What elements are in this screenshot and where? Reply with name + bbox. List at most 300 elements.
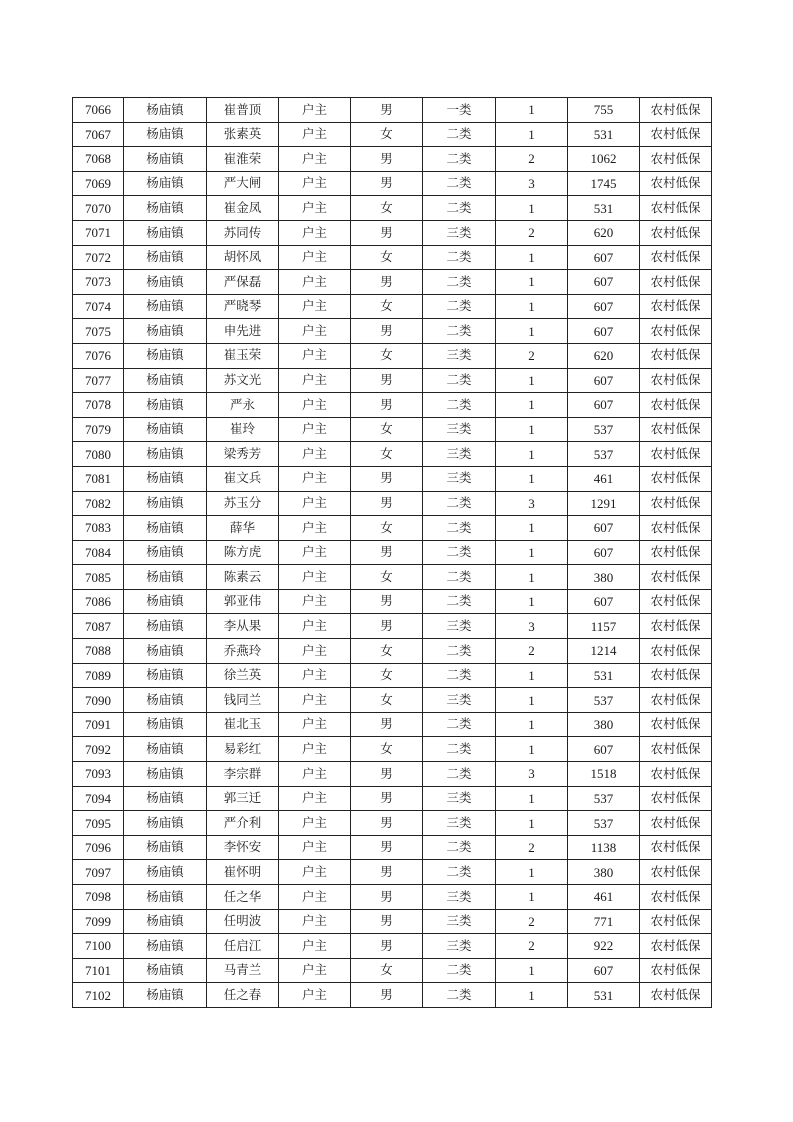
cell-serial-number: 7072 (73, 245, 124, 270)
table-row (73, 368, 712, 393)
table-row (73, 319, 712, 344)
cell-assistance-type: 农村低保 (640, 835, 712, 860)
cell-amount: 607 (568, 589, 640, 614)
cell-gender: 男 (351, 811, 423, 836)
cell-assistance-type: 农村低保 (640, 270, 712, 295)
cell-household-size: 1 (496, 516, 568, 541)
cell-assistance-type: 农村低保 (640, 540, 712, 565)
cell-name: 郭亚伟 (207, 589, 279, 614)
cell-amount: 380 (568, 565, 640, 590)
cell-serial-number: 7093 (73, 762, 124, 787)
cell-gender: 女 (351, 245, 423, 270)
cell-town: 杨庙镇 (124, 122, 207, 147)
cell-town: 杨庙镇 (124, 639, 207, 664)
cell-household-size: 2 (496, 909, 568, 934)
cell-name: 崔淮荣 (207, 147, 279, 172)
cell-household-size: 1 (496, 294, 568, 319)
cell-assistance-type: 农村低保 (640, 934, 712, 959)
cell-gender: 女 (351, 343, 423, 368)
cell-gender: 男 (351, 171, 423, 196)
cell-town: 杨庙镇 (124, 663, 207, 688)
cell-serial-number: 7067 (73, 122, 124, 147)
cell-serial-number: 7083 (73, 516, 124, 541)
cell-gender: 男 (351, 589, 423, 614)
cell-town: 杨庙镇 (124, 614, 207, 639)
cell-town: 杨庙镇 (124, 737, 207, 762)
cell-assistance-type: 农村低保 (640, 639, 712, 664)
table-row (73, 712, 712, 737)
cell-assistance-type: 农村低保 (640, 466, 712, 491)
cell-amount: 380 (568, 712, 640, 737)
cell-assistance-type: 农村低保 (640, 417, 712, 442)
cell-household-size: 1 (496, 442, 568, 467)
cell-serial-number: 7075 (73, 319, 124, 344)
cell-name: 崔北玉 (207, 712, 279, 737)
cell-town: 杨庙镇 (124, 245, 207, 270)
cell-amount: 537 (568, 688, 640, 713)
cell-name: 申先进 (207, 319, 279, 344)
cell-serial-number: 7098 (73, 885, 124, 910)
cell-category: 一类 (423, 98, 496, 123)
cell-name: 严介利 (207, 811, 279, 836)
cell-category: 二类 (423, 639, 496, 664)
cell-town: 杨庙镇 (124, 98, 207, 123)
cell-household-size: 1 (496, 589, 568, 614)
cell-household-size: 1 (496, 565, 568, 590)
cell-amount: 531 (568, 122, 640, 147)
cell-name: 崔怀明 (207, 860, 279, 885)
cell-gender: 女 (351, 688, 423, 713)
cell-assistance-type: 农村低保 (640, 122, 712, 147)
cell-household-size: 1 (496, 245, 568, 270)
cell-household-size: 2 (496, 934, 568, 959)
cell-gender: 男 (351, 270, 423, 295)
cell-serial-number: 7081 (73, 466, 124, 491)
cell-amount: 1138 (568, 835, 640, 860)
cell-gender: 男 (351, 319, 423, 344)
cell-category: 二类 (423, 983, 496, 1008)
cell-household-size: 3 (496, 171, 568, 196)
cell-name: 胡怀凤 (207, 245, 279, 270)
cell-amount: 537 (568, 442, 640, 467)
cell-relation: 户主 (279, 663, 351, 688)
cell-town: 杨庙镇 (124, 786, 207, 811)
cell-gender: 男 (351, 885, 423, 910)
cell-serial-number: 7074 (73, 294, 124, 319)
cell-name: 严大闸 (207, 171, 279, 196)
cell-amount: 1291 (568, 491, 640, 516)
cell-category: 三类 (423, 786, 496, 811)
cell-amount: 1214 (568, 639, 640, 664)
cell-serial-number: 7095 (73, 811, 124, 836)
cell-relation: 户主 (279, 368, 351, 393)
cell-amount: 531 (568, 196, 640, 221)
cell-relation: 户主 (279, 442, 351, 467)
table-row (73, 860, 712, 885)
cell-relation: 户主 (279, 983, 351, 1008)
cell-category: 三类 (423, 909, 496, 934)
cell-amount: 531 (568, 983, 640, 1008)
table-row (73, 983, 712, 1008)
table-row (73, 614, 712, 639)
cell-serial-number: 7066 (73, 98, 124, 123)
cell-serial-number: 7102 (73, 983, 124, 1008)
cell-assistance-type: 农村低保 (640, 786, 712, 811)
cell-town: 杨庙镇 (124, 540, 207, 565)
cell-assistance-type: 农村低保 (640, 688, 712, 713)
cell-gender: 女 (351, 663, 423, 688)
cell-assistance-type: 农村低保 (640, 589, 712, 614)
cell-amount: 1157 (568, 614, 640, 639)
cell-assistance-type: 农村低保 (640, 811, 712, 836)
cell-town: 杨庙镇 (124, 196, 207, 221)
table-row (73, 663, 712, 688)
cell-gender: 男 (351, 368, 423, 393)
cell-town: 杨庙镇 (124, 811, 207, 836)
cell-name: 徐兰英 (207, 663, 279, 688)
table-row (73, 737, 712, 762)
cell-gender: 男 (351, 147, 423, 172)
cell-serial-number: 7089 (73, 663, 124, 688)
cell-household-size: 2 (496, 147, 568, 172)
cell-gender: 男 (351, 983, 423, 1008)
cell-amount: 607 (568, 368, 640, 393)
cell-serial-number: 7092 (73, 737, 124, 762)
cell-household-size: 3 (496, 491, 568, 516)
cell-serial-number: 7101 (73, 958, 124, 983)
cell-gender: 男 (351, 540, 423, 565)
cell-town: 杨庙镇 (124, 835, 207, 860)
cell-amount: 922 (568, 934, 640, 959)
cell-relation: 户主 (279, 639, 351, 664)
cell-town: 杨庙镇 (124, 934, 207, 959)
cell-relation: 户主 (279, 319, 351, 344)
table-row (73, 147, 712, 172)
table-row (73, 639, 712, 664)
cell-town: 杨庙镇 (124, 589, 207, 614)
cell-gender: 女 (351, 417, 423, 442)
cell-name: 崔玲 (207, 417, 279, 442)
table-row (73, 811, 712, 836)
cell-town: 杨庙镇 (124, 565, 207, 590)
cell-gender: 女 (351, 122, 423, 147)
cell-gender: 男 (351, 909, 423, 934)
cell-household-size: 1 (496, 98, 568, 123)
cell-household-size: 1 (496, 122, 568, 147)
cell-category: 三类 (423, 343, 496, 368)
cell-relation: 户主 (279, 516, 351, 541)
cell-name: 崔普顶 (207, 98, 279, 123)
cell-name: 严保磊 (207, 270, 279, 295)
cell-serial-number: 7077 (73, 368, 124, 393)
cell-assistance-type: 农村低保 (640, 343, 712, 368)
cell-gender: 男 (351, 491, 423, 516)
cell-relation: 户主 (279, 98, 351, 123)
cell-town: 杨庙镇 (124, 909, 207, 934)
table-row (73, 98, 712, 123)
assistance-roster-table (72, 97, 712, 1008)
cell-assistance-type: 农村低保 (640, 294, 712, 319)
cell-amount: 461 (568, 466, 640, 491)
cell-relation: 户主 (279, 466, 351, 491)
cell-amount: 531 (568, 663, 640, 688)
cell-assistance-type: 农村低保 (640, 663, 712, 688)
roster-body (73, 98, 712, 1008)
cell-amount: 607 (568, 319, 640, 344)
cell-assistance-type: 农村低保 (640, 319, 712, 344)
cell-serial-number: 7084 (73, 540, 124, 565)
cell-assistance-type: 农村低保 (640, 220, 712, 245)
cell-gender: 女 (351, 196, 423, 221)
cell-household-size: 1 (496, 688, 568, 713)
cell-amount: 607 (568, 270, 640, 295)
cell-gender: 女 (351, 516, 423, 541)
cell-assistance-type: 农村低保 (640, 712, 712, 737)
cell-town: 杨庙镇 (124, 516, 207, 541)
cell-category: 二类 (423, 294, 496, 319)
cell-town: 杨庙镇 (124, 270, 207, 295)
cell-serial-number: 7088 (73, 639, 124, 664)
cell-gender: 女 (351, 639, 423, 664)
cell-name: 马青兰 (207, 958, 279, 983)
cell-name: 郭三迁 (207, 786, 279, 811)
cell-serial-number: 7085 (73, 565, 124, 590)
cell-town: 杨庙镇 (124, 958, 207, 983)
cell-category: 三类 (423, 220, 496, 245)
cell-household-size: 3 (496, 614, 568, 639)
cell-gender: 女 (351, 565, 423, 590)
cell-amount: 771 (568, 909, 640, 934)
cell-category: 三类 (423, 811, 496, 836)
cell-serial-number: 7071 (73, 220, 124, 245)
table-row (73, 393, 712, 418)
cell-gender: 男 (351, 98, 423, 123)
cell-serial-number: 7070 (73, 196, 124, 221)
cell-serial-number: 7078 (73, 393, 124, 418)
cell-town: 杨庙镇 (124, 343, 207, 368)
cell-assistance-type: 农村低保 (640, 196, 712, 221)
cell-serial-number: 7099 (73, 909, 124, 934)
cell-relation: 户主 (279, 885, 351, 910)
cell-gender: 女 (351, 294, 423, 319)
cell-town: 杨庙镇 (124, 466, 207, 491)
cell-category: 三类 (423, 466, 496, 491)
table-row (73, 220, 712, 245)
cell-relation: 户主 (279, 491, 351, 516)
cell-household-size: 1 (496, 885, 568, 910)
cell-town: 杨庙镇 (124, 762, 207, 787)
cell-gender: 男 (351, 220, 423, 245)
cell-household-size: 1 (496, 663, 568, 688)
cell-relation: 户主 (279, 835, 351, 860)
cell-category: 三类 (423, 688, 496, 713)
table-row (73, 245, 712, 270)
cell-town: 杨庙镇 (124, 491, 207, 516)
cell-relation: 户主 (279, 270, 351, 295)
table-row (73, 122, 712, 147)
cell-relation: 户主 (279, 417, 351, 442)
cell-serial-number: 7079 (73, 417, 124, 442)
table-row (73, 294, 712, 319)
cell-gender: 男 (351, 712, 423, 737)
table-row (73, 688, 712, 713)
cell-gender: 男 (351, 393, 423, 418)
cell-name: 严永 (207, 393, 279, 418)
cell-assistance-type: 农村低保 (640, 491, 712, 516)
cell-household-size: 1 (496, 737, 568, 762)
cell-assistance-type: 农村低保 (640, 909, 712, 934)
cell-household-size: 1 (496, 540, 568, 565)
table-row (73, 958, 712, 983)
cell-gender: 女 (351, 958, 423, 983)
cell-town: 杨庙镇 (124, 712, 207, 737)
table-row (73, 270, 712, 295)
cell-category: 二类 (423, 589, 496, 614)
cell-household-size: 1 (496, 319, 568, 344)
cell-town: 杨庙镇 (124, 294, 207, 319)
cell-name: 薛华 (207, 516, 279, 541)
cell-name: 陈方虎 (207, 540, 279, 565)
cell-category: 二类 (423, 196, 496, 221)
cell-name: 李宗群 (207, 762, 279, 787)
cell-gender: 男 (351, 762, 423, 787)
cell-relation: 户主 (279, 393, 351, 418)
cell-category: 三类 (423, 442, 496, 467)
cell-town: 杨庙镇 (124, 171, 207, 196)
cell-relation: 户主 (279, 147, 351, 172)
cell-serial-number: 7087 (73, 614, 124, 639)
cell-household-size: 1 (496, 417, 568, 442)
cell-amount: 607 (568, 294, 640, 319)
cell-name: 任之华 (207, 885, 279, 910)
cell-amount: 607 (568, 958, 640, 983)
cell-household-size: 1 (496, 786, 568, 811)
cell-household-size: 2 (496, 835, 568, 860)
cell-household-size: 3 (496, 762, 568, 787)
cell-relation: 户主 (279, 245, 351, 270)
cell-relation: 户主 (279, 786, 351, 811)
cell-relation: 户主 (279, 958, 351, 983)
cell-serial-number: 7073 (73, 270, 124, 295)
cell-gender: 男 (351, 786, 423, 811)
cell-name: 苏玉分 (207, 491, 279, 516)
table-row (73, 589, 712, 614)
cell-amount: 537 (568, 417, 640, 442)
table-row (73, 565, 712, 590)
cell-household-size: 1 (496, 270, 568, 295)
cell-household-size: 1 (496, 196, 568, 221)
cell-relation: 户主 (279, 811, 351, 836)
cell-assistance-type: 农村低保 (640, 565, 712, 590)
cell-serial-number: 7091 (73, 712, 124, 737)
cell-serial-number: 7076 (73, 343, 124, 368)
cell-town: 杨庙镇 (124, 688, 207, 713)
cell-household-size: 1 (496, 983, 568, 1008)
cell-serial-number: 7080 (73, 442, 124, 467)
cell-category: 二类 (423, 171, 496, 196)
cell-assistance-type: 农村低保 (640, 147, 712, 172)
table-row (73, 442, 712, 467)
cell-relation: 户主 (279, 614, 351, 639)
cell-gender: 男 (351, 835, 423, 860)
cell-town: 杨庙镇 (124, 442, 207, 467)
cell-assistance-type: 农村低保 (640, 885, 712, 910)
cell-serial-number: 7100 (73, 934, 124, 959)
table-row (73, 343, 712, 368)
cell-category: 二类 (423, 319, 496, 344)
cell-serial-number: 7086 (73, 589, 124, 614)
cell-town: 杨庙镇 (124, 147, 207, 172)
cell-serial-number: 7097 (73, 860, 124, 885)
cell-amount: 755 (568, 98, 640, 123)
table-row (73, 762, 712, 787)
cell-amount: 537 (568, 811, 640, 836)
cell-amount: 537 (568, 786, 640, 811)
cell-household-size: 1 (496, 860, 568, 885)
cell-household-size: 1 (496, 811, 568, 836)
cell-gender: 男 (351, 934, 423, 959)
cell-household-size: 2 (496, 343, 568, 368)
cell-category: 二类 (423, 270, 496, 295)
cell-gender: 女 (351, 737, 423, 762)
cell-category: 二类 (423, 491, 496, 516)
cell-relation: 户主 (279, 737, 351, 762)
cell-category: 二类 (423, 860, 496, 885)
cell-household-size: 1 (496, 466, 568, 491)
cell-name: 陈素云 (207, 565, 279, 590)
cell-relation: 户主 (279, 220, 351, 245)
cell-amount: 1062 (568, 147, 640, 172)
cell-town: 杨庙镇 (124, 368, 207, 393)
table-row (73, 540, 712, 565)
cell-town: 杨庙镇 (124, 220, 207, 245)
cell-amount: 607 (568, 393, 640, 418)
cell-category: 三类 (423, 885, 496, 910)
cell-amount: 380 (568, 860, 640, 885)
cell-gender: 男 (351, 860, 423, 885)
cell-relation: 户主 (279, 589, 351, 614)
cell-relation: 户主 (279, 343, 351, 368)
cell-category: 三类 (423, 614, 496, 639)
cell-assistance-type: 农村低保 (640, 171, 712, 196)
cell-assistance-type: 农村低保 (640, 983, 712, 1008)
cell-category: 二类 (423, 393, 496, 418)
cell-name: 梁秀芳 (207, 442, 279, 467)
cell-name: 乔燕玲 (207, 639, 279, 664)
cell-town: 杨庙镇 (124, 983, 207, 1008)
cell-relation: 户主 (279, 934, 351, 959)
table-row (73, 909, 712, 934)
table-row (73, 885, 712, 910)
cell-relation: 户主 (279, 122, 351, 147)
cell-town: 杨庙镇 (124, 417, 207, 442)
cell-household-size: 1 (496, 712, 568, 737)
cell-town: 杨庙镇 (124, 319, 207, 344)
cell-amount: 620 (568, 220, 640, 245)
cell-category: 二类 (423, 663, 496, 688)
cell-assistance-type: 农村低保 (640, 245, 712, 270)
cell-name: 崔玉荣 (207, 343, 279, 368)
cell-name: 李怀安 (207, 835, 279, 860)
cell-serial-number: 7090 (73, 688, 124, 713)
cell-assistance-type: 农村低保 (640, 393, 712, 418)
cell-relation: 户主 (279, 294, 351, 319)
cell-category: 二类 (423, 368, 496, 393)
cell-name: 任启江 (207, 934, 279, 959)
cell-category: 二类 (423, 122, 496, 147)
cell-gender: 男 (351, 614, 423, 639)
cell-name: 张素英 (207, 122, 279, 147)
